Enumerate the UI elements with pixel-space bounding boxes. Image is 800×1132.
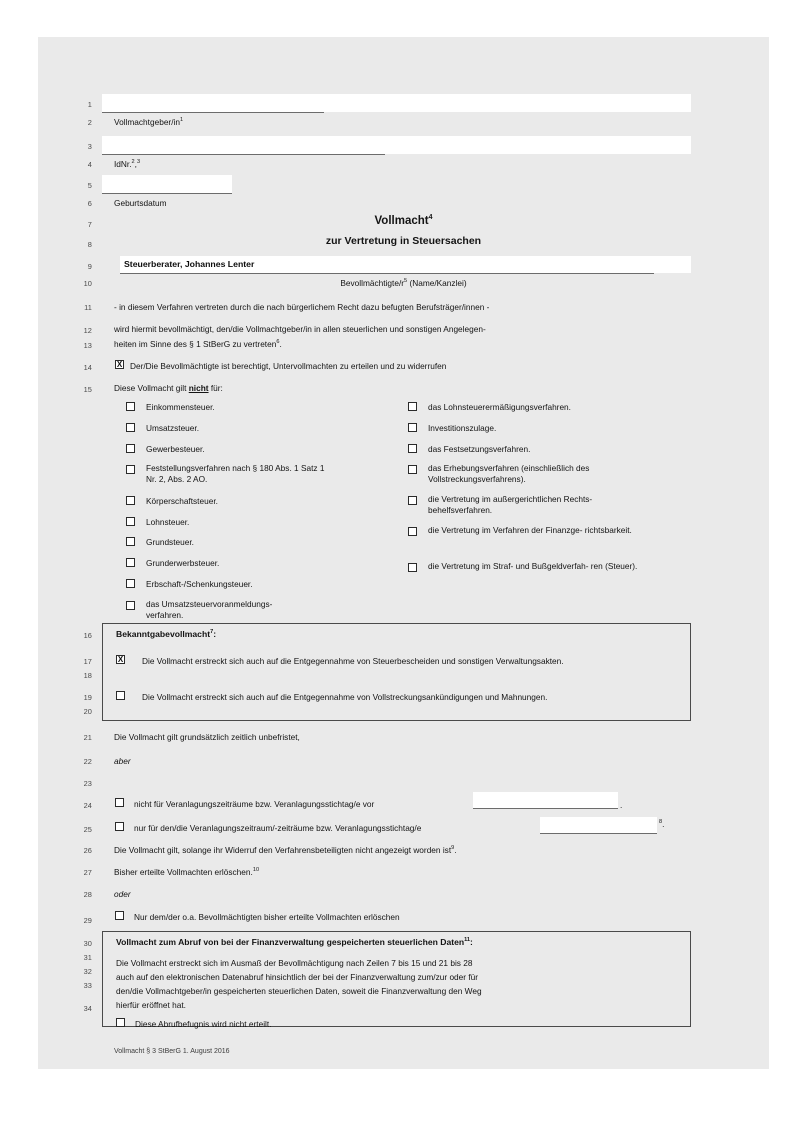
vollmachtgeber-label-text: Vollmachtgeber/in	[114, 117, 180, 127]
exclusion-label-feststellungsverfahren: Feststellungsverfahren nach § 180 Abs. 1 Satz 1 Nr. 2, Abs. 2 AO.	[146, 463, 325, 485]
idnr-underline	[102, 154, 385, 155]
idnr-input[interactable]	[102, 136, 691, 154]
form-footer: Vollmacht § 3 StBerG 1. August 2016	[114, 1048, 230, 1055]
line-number: 2	[87, 118, 92, 127]
line-number: 7	[87, 220, 92, 229]
footnote-ref-11: 11	[464, 937, 471, 944]
exclusion-label-koerperschaftsteuer: Körperschaftsteuer.	[146, 496, 218, 506]
line-number: 22	[83, 757, 92, 766]
line-number: 9	[87, 262, 92, 271]
footnote-ref-8: 8	[659, 819, 663, 826]
bekanntgabevollmacht-heading	[116, 629, 216, 640]
exclusion-label-investitionszulage: Investitionszulage.	[428, 423, 497, 433]
exclusions-intro-strong: nicht	[188, 383, 209, 393]
line-number: 11	[84, 303, 92, 312]
bekanntgabe-steuerbescheide-label: Die Vollmacht erstreckt sich auch auf die Entgegennahme von Steuerbescheiden und sonstigen Verwaltungsakten.	[142, 656, 564, 666]
bevollmaechtigung-line2	[114, 339, 282, 350]
exclusions-intro-pre: Diese Vollmacht gilt	[114, 383, 189, 393]
exclusion-label-einkommensteuer: Einkommensteuer.	[146, 402, 215, 412]
line-number: 10	[83, 279, 92, 288]
datenabruf-para-line3: den/die Vollmachtgeber/in gespeicherten steuerlichen Daten, soweit die Finanzverwaltung den Weg	[116, 986, 482, 996]
bevollmaechtigte-underline	[120, 273, 654, 274]
line-number: 32	[83, 967, 92, 976]
footnote-ref-4: 4	[428, 214, 433, 222]
exclusion-checkbox-investitionszulage[interactable]	[408, 423, 417, 432]
duration-widerruf	[114, 845, 457, 856]
bevollmaechtigung-line1: wird hiermit bevollmächtigt, den/die Vollmachtgeber/in in allen steuerlichen und sonstigen Angelegen-	[114, 324, 486, 334]
bekanntgabe-vollstreckung-checkbox[interactable]	[116, 691, 125, 700]
datenabruf-nicht-erteilt-label: Diese Abrufbefugnis wird nicht erteilt.	[135, 1019, 272, 1029]
footnote-ref-6: 6	[276, 339, 280, 346]
line-number: 23	[83, 779, 92, 788]
exclusion-checkbox-lohnsteuerermaessigung[interactable]	[408, 402, 417, 411]
line-number: 12	[83, 326, 92, 335]
bevollmaechtigung-line2-text: heiten im Sinne des § 1 StBerG zu vertreten	[114, 339, 277, 349]
line-number: 28	[83, 890, 92, 899]
untervollmacht-checkbox[interactable]	[115, 360, 124, 369]
exclusion-checkbox-erbschaftsteuer[interactable]	[126, 579, 135, 588]
duration-bisherige-vollmachten	[114, 867, 259, 878]
duration-nur-fuer-period: .	[662, 819, 665, 829]
line-number: 29	[83, 916, 92, 925]
vollmachtgeber-underline	[102, 112, 324, 113]
exclusion-label-gewerbesteuer: Gewerbesteuer.	[146, 444, 205, 454]
exclusion-checkbox-gewerbesteuer[interactable]	[126, 444, 135, 453]
line-number: 30	[83, 939, 92, 948]
duration-nur-fuer-label: nur für den/die Veranlagungszeitraum/-zeiträume bzw. Veranlagungsstichtag/e	[134, 823, 422, 833]
line-number: 27	[83, 868, 92, 877]
exclusion-checkbox-einkommensteuer[interactable]	[126, 402, 135, 411]
bekanntgabevollmacht-heading-text: Bekanntgabevollmacht	[116, 629, 211, 639]
line-number: 24	[83, 801, 92, 810]
exclusion-label-lohnsteuerermaessigung: das Lohnsteuerermäßigungsverfahren.	[428, 402, 571, 412]
duration-nur-fuer-checkbox[interactable]	[115, 822, 124, 831]
line-number: 31	[83, 953, 92, 962]
duration-nicht-fuer-input[interactable]	[473, 792, 618, 808]
exclusion-checkbox-strafverfahren[interactable]	[408, 563, 417, 572]
idnr-label	[114, 159, 140, 170]
line-number: 18	[83, 671, 92, 680]
line-number: 16	[83, 631, 92, 640]
line-number: 33	[83, 981, 92, 990]
line-number: 5	[87, 181, 92, 190]
footnote-ref-3: 3	[136, 159, 141, 166]
exclusion-label-lohnsteuer: Lohnsteuer.	[146, 517, 190, 527]
duration-aber: aber	[114, 756, 131, 766]
footnote-ref-2: 2	[131, 159, 135, 166]
bekanntgabe-vollstreckung-label: Die Vollmacht erstreckt sich auch auf die Entgegennahme von Vollstreckungsankündigungen und Mahnungen.	[142, 692, 548, 702]
exclusion-checkbox-umsatzsteuer[interactable]	[126, 423, 135, 432]
datenabruf-heading	[116, 937, 473, 948]
duration-nur-oa-bevollmaechtigte-label: Nur dem/der o.a. Bevollmächtigten bisher erteilte Vollmachten erlöschen	[134, 912, 400, 922]
datenabruf-para-line1: Die Vollmacht erstreckt sich im Ausmaß der Bevollmächtigung nach Zeilen 7 bis 15 und 21 bis 28	[116, 958, 473, 968]
line-number: 34	[83, 1004, 92, 1013]
exclusions-intro-post: für:	[208, 383, 223, 393]
line-number: 1	[87, 100, 92, 109]
duration-nur-fuer-underline	[540, 833, 657, 834]
line-number: 20	[83, 707, 92, 716]
duration-oder: oder	[114, 889, 131, 899]
idnr-sep: ,	[134, 159, 137, 169]
bevollmaechtigte-caption-prefix: Bevollmächtigte/r	[340, 278, 405, 288]
line-number: 19	[83, 693, 92, 702]
exclusion-label-umsatzsteuervoranmeldung: das Umsatzsteuervoranmeldungs- verfahren.	[146, 599, 273, 621]
line-number: 3	[87, 142, 92, 151]
line-number: 17	[83, 657, 92, 666]
exclusion-checkbox-rechtsbehelfsverfahren[interactable]	[408, 496, 417, 505]
exclusion-label-grunderwerbsteuer: Grunderwerbsteuer.	[146, 558, 220, 568]
vertretung-note: - in diesem Verfahren vertreten durch die nach bürgerlichem Recht dazu befugten Berufsträger/innen -	[114, 302, 490, 312]
geburtsdatum-input[interactable]	[102, 175, 232, 193]
bevollmaechtigte-value: Steuerberater, Johannes Lenter	[124, 259, 255, 269]
line-number: 14	[83, 363, 92, 372]
geburtsdatum-underline	[102, 193, 232, 194]
footnote-ref-7: 7	[210, 629, 214, 636]
datenabruf-para-line4: hierfür eröffnet hat.	[116, 1000, 186, 1010]
exclusion-label-erhebungsverfahren: das Erhebungsverfahren (einschließlich des Vollstreckungsverfahrens).	[428, 463, 590, 485]
vollmachtgeber-input[interactable]	[102, 94, 691, 112]
duration-nur-oa-bevollmaechtigte-checkbox[interactable]	[115, 911, 124, 920]
exclusion-checkbox-lohnsteuer[interactable]	[126, 517, 135, 526]
duration-widerruf-text: Die Vollmacht gilt, solange ihr Widerruf den Verfahrensbeteiligten nicht angezeigt worden ist	[114, 845, 452, 855]
bevollmaechtigte-caption-suffix: (Name/Kanzlei)	[407, 278, 467, 288]
duration-bisherige-text: Bisher erteilte Vollmachten erlöschen.	[114, 867, 253, 877]
exclusion-label-festsetzungsverfahren: das Festsetzungsverfahren.	[428, 444, 531, 454]
form-body	[38, 37, 769, 1069]
duration-nicht-fuer-underline	[473, 808, 618, 809]
footnote-ref-1: 1	[179, 117, 184, 124]
datenabruf-heading-text: Vollmacht zum Abruf von bei der Finanzverwaltung gespeicherten steuerlichen Daten	[116, 937, 465, 947]
footnote-ref-10: 10	[252, 867, 260, 874]
exclusion-checkbox-festsetzungsverfahren[interactable]	[408, 444, 417, 453]
datenabruf-para-line2: auch auf den elektronischen Datenabruf hinsichtlich der bei der Finanzverwaltung zum/zur oder für	[116, 972, 479, 982]
footnote-ref-5: 5	[404, 278, 408, 285]
bevollmaechtigte-caption	[38, 278, 769, 289]
exclusion-label-grundsteuer: Grundsteuer.	[146, 537, 194, 547]
line-number: 15	[83, 385, 92, 394]
page-subtitle: zur Vertretung in Steuersachen	[325, 235, 482, 247]
vollmachtgeber-label	[114, 117, 183, 128]
untervollmacht-label: Der/Die Bevollmächtigte ist berechtigt, Untervollmachten zu erteilen und zu widerrufen	[130, 361, 447, 371]
geburtsdatum-label: Geburtsdatum	[114, 198, 167, 208]
exclusions-intro	[114, 383, 223, 394]
duration-nur-fuer-tail	[659, 819, 664, 830]
duration-nur-fuer-input[interactable]	[540, 817, 657, 833]
exclusion-label-finanzgerichtsbarkeit: die Vertretung im Verfahren der Finanzge- richtsbarkeit.	[428, 525, 632, 535]
line-number: 6	[87, 199, 92, 208]
form-page	[38, 37, 769, 1069]
exclusion-checkbox-erhebungsverfahren[interactable]	[408, 465, 417, 474]
exclusion-checkbox-finanzgerichtsbarkeit[interactable]	[408, 527, 417, 536]
bevollmaechtigung-line2-tail: .	[279, 339, 282, 349]
exclusion-checkbox-grunderwerbsteuer[interactable]	[126, 558, 135, 567]
exclusion-checkbox-feststellungsverfahren[interactable]	[126, 465, 135, 474]
line-number: 13	[83, 341, 92, 350]
exclusion-label-rechtsbehelfsverfahren: die Vertretung im außergerichtlichen Rechts- behelfsverfahren.	[428, 494, 593, 516]
footnote-ref-9: 9	[451, 845, 455, 852]
exclusion-label-erbschaftsteuer: Erbschaft-/Schenkungsteuer.	[146, 579, 253, 589]
page-title	[38, 214, 769, 229]
idnr-label-text: IdNr.	[114, 159, 132, 169]
exclusion-label-umsatzsteuer: Umsatzsteuer.	[146, 423, 200, 433]
line-number: 8	[87, 240, 92, 249]
bekanntgabe-steuerbescheide-checkbox[interactable]	[116, 655, 125, 664]
datenabruf-heading-colon: :	[470, 937, 473, 947]
duration-nicht-fuer-label: nicht für Veranlagungszeiträume bzw. Veranlagungsstichtag/e vor	[134, 799, 375, 809]
line-number: 21	[83, 733, 92, 742]
datenabruf-nicht-erteilt-checkbox[interactable]	[116, 1018, 125, 1027]
duration-widerruf-tail: .	[454, 845, 457, 855]
exclusion-label-strafverfahren: die Vertretung im Straf- und Bußgeldverfah- ren (Steuer).	[428, 561, 638, 571]
duration-line21: Die Vollmacht gilt grundsätzlich zeitlich unbefristet,	[114, 732, 300, 742]
exclusion-checkbox-umsatzsteuervoranmeldung[interactable]	[126, 601, 135, 610]
line-number: 4	[87, 160, 92, 169]
bekanntgabevollmacht-heading-colon: :	[213, 629, 217, 639]
exclusion-checkbox-grundsteuer[interactable]	[126, 537, 135, 546]
duration-nicht-fuer-tail: .	[620, 800, 623, 810]
line-number: 26	[83, 846, 92, 855]
line-number: 25	[83, 825, 92, 834]
page-title-text: Vollmacht	[374, 215, 429, 227]
exclusion-checkbox-koerperschaftsteuer[interactable]	[126, 496, 135, 505]
duration-nicht-fuer-checkbox[interactable]	[115, 798, 124, 807]
